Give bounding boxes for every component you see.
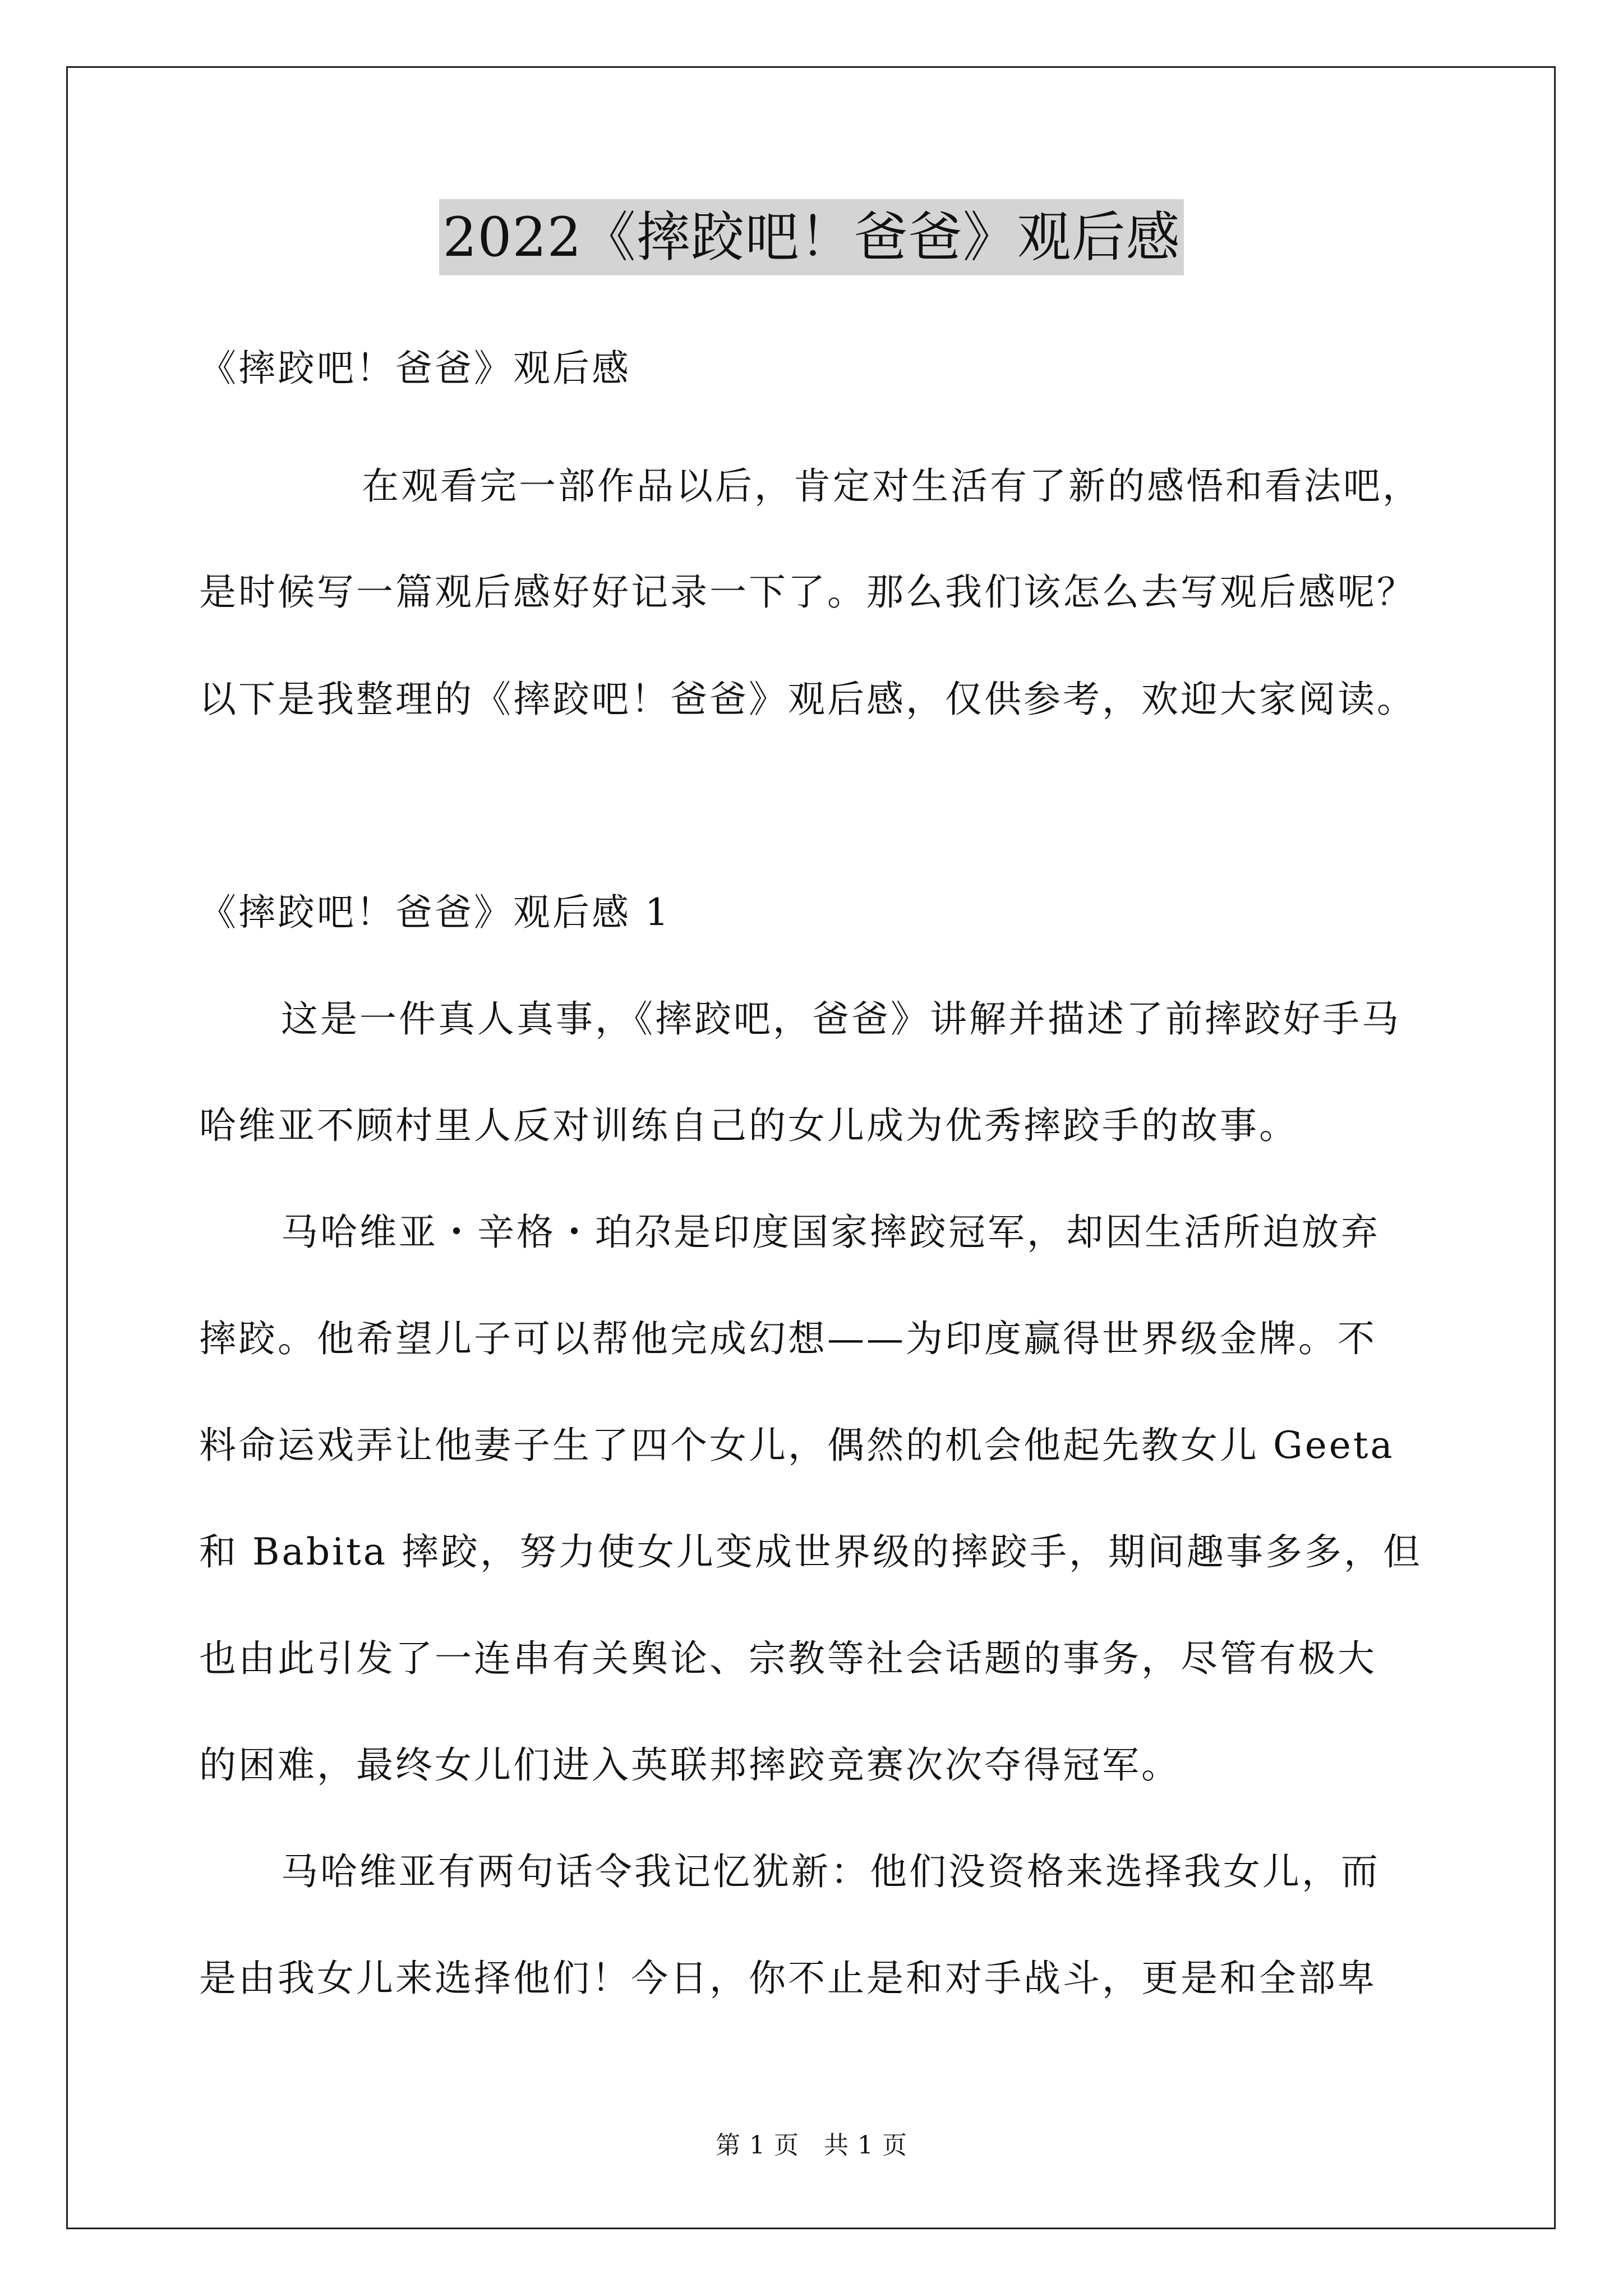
page-footer <box>0 2129 1623 2162</box>
page-title-wrapper <box>0 199 1623 275</box>
subtitle: 《摔跤吧！爸爸》观后感 <box>199 347 631 390</box>
body-line: 这是一件真人真事，《摔跤吧，爸爸》讲解并描述了前摔跤好手马 <box>281 997 1401 1041</box>
body-line: 料命运戏弄让他妻子生了四个女儿，偶然的机会他起先教女儿 Geeta <box>199 1424 1395 1467</box>
intro-line: 是时候写一篇观后感好好记录一下了。那么我们该怎么去写观后感呢？ <box>199 570 1416 614</box>
body-line: 马哈维亚・辛格・珀尕是印度国家摔跤冠军，却因生活所迫放弃 <box>281 1211 1380 1254</box>
body-line: 马哈维亚有两句话令我记忆犹新：他们没资格来选择我女儿，而 <box>281 1850 1380 1893</box>
section-heading: 《摔跤吧！爸爸》观后感 1 <box>199 891 671 934</box>
intro-line: 在观看完一部作品以后，肯定对生活有了新的感悟和看法吧， <box>362 464 1422 508</box>
page-number: 第 1 页 <box>716 2131 799 2160</box>
body-line: 和 Babita 摔跤，努力使女儿变成世界级的摔跤手，期间趣事多多，但 <box>199 1530 1423 1573</box>
body-line: 的困难，最终女儿们进入英联邦摔跤竞赛次次夺得冠军。 <box>199 1743 1181 1787</box>
intro-line: 以下是我整理的《摔跤吧！爸爸》观后感，仅供参考，欢迎大家阅读。 <box>199 678 1416 721</box>
page-total: 共 1 页 <box>824 2131 907 2160</box>
body-line: 哈维亚不顾村里人反对训练自己的女儿成为优秀摔跤手的故事。 <box>199 1104 1298 1147</box>
body-line: 也由此引发了一连串有关舆论、宗教等社会话题的事务，尽管有极大 <box>199 1637 1377 1680</box>
body-line: 摔跤。他希望儿子可以帮他完成幻想——为印度赢得世界级金牌。不 <box>199 1317 1377 1360</box>
body-line: 是由我女儿来选择他们！今日，你不止是和对手战斗，更是和全部卑 <box>199 1957 1377 2000</box>
page-title: 2022《摔跤吧！爸爸》观后感 <box>439 199 1183 275</box>
